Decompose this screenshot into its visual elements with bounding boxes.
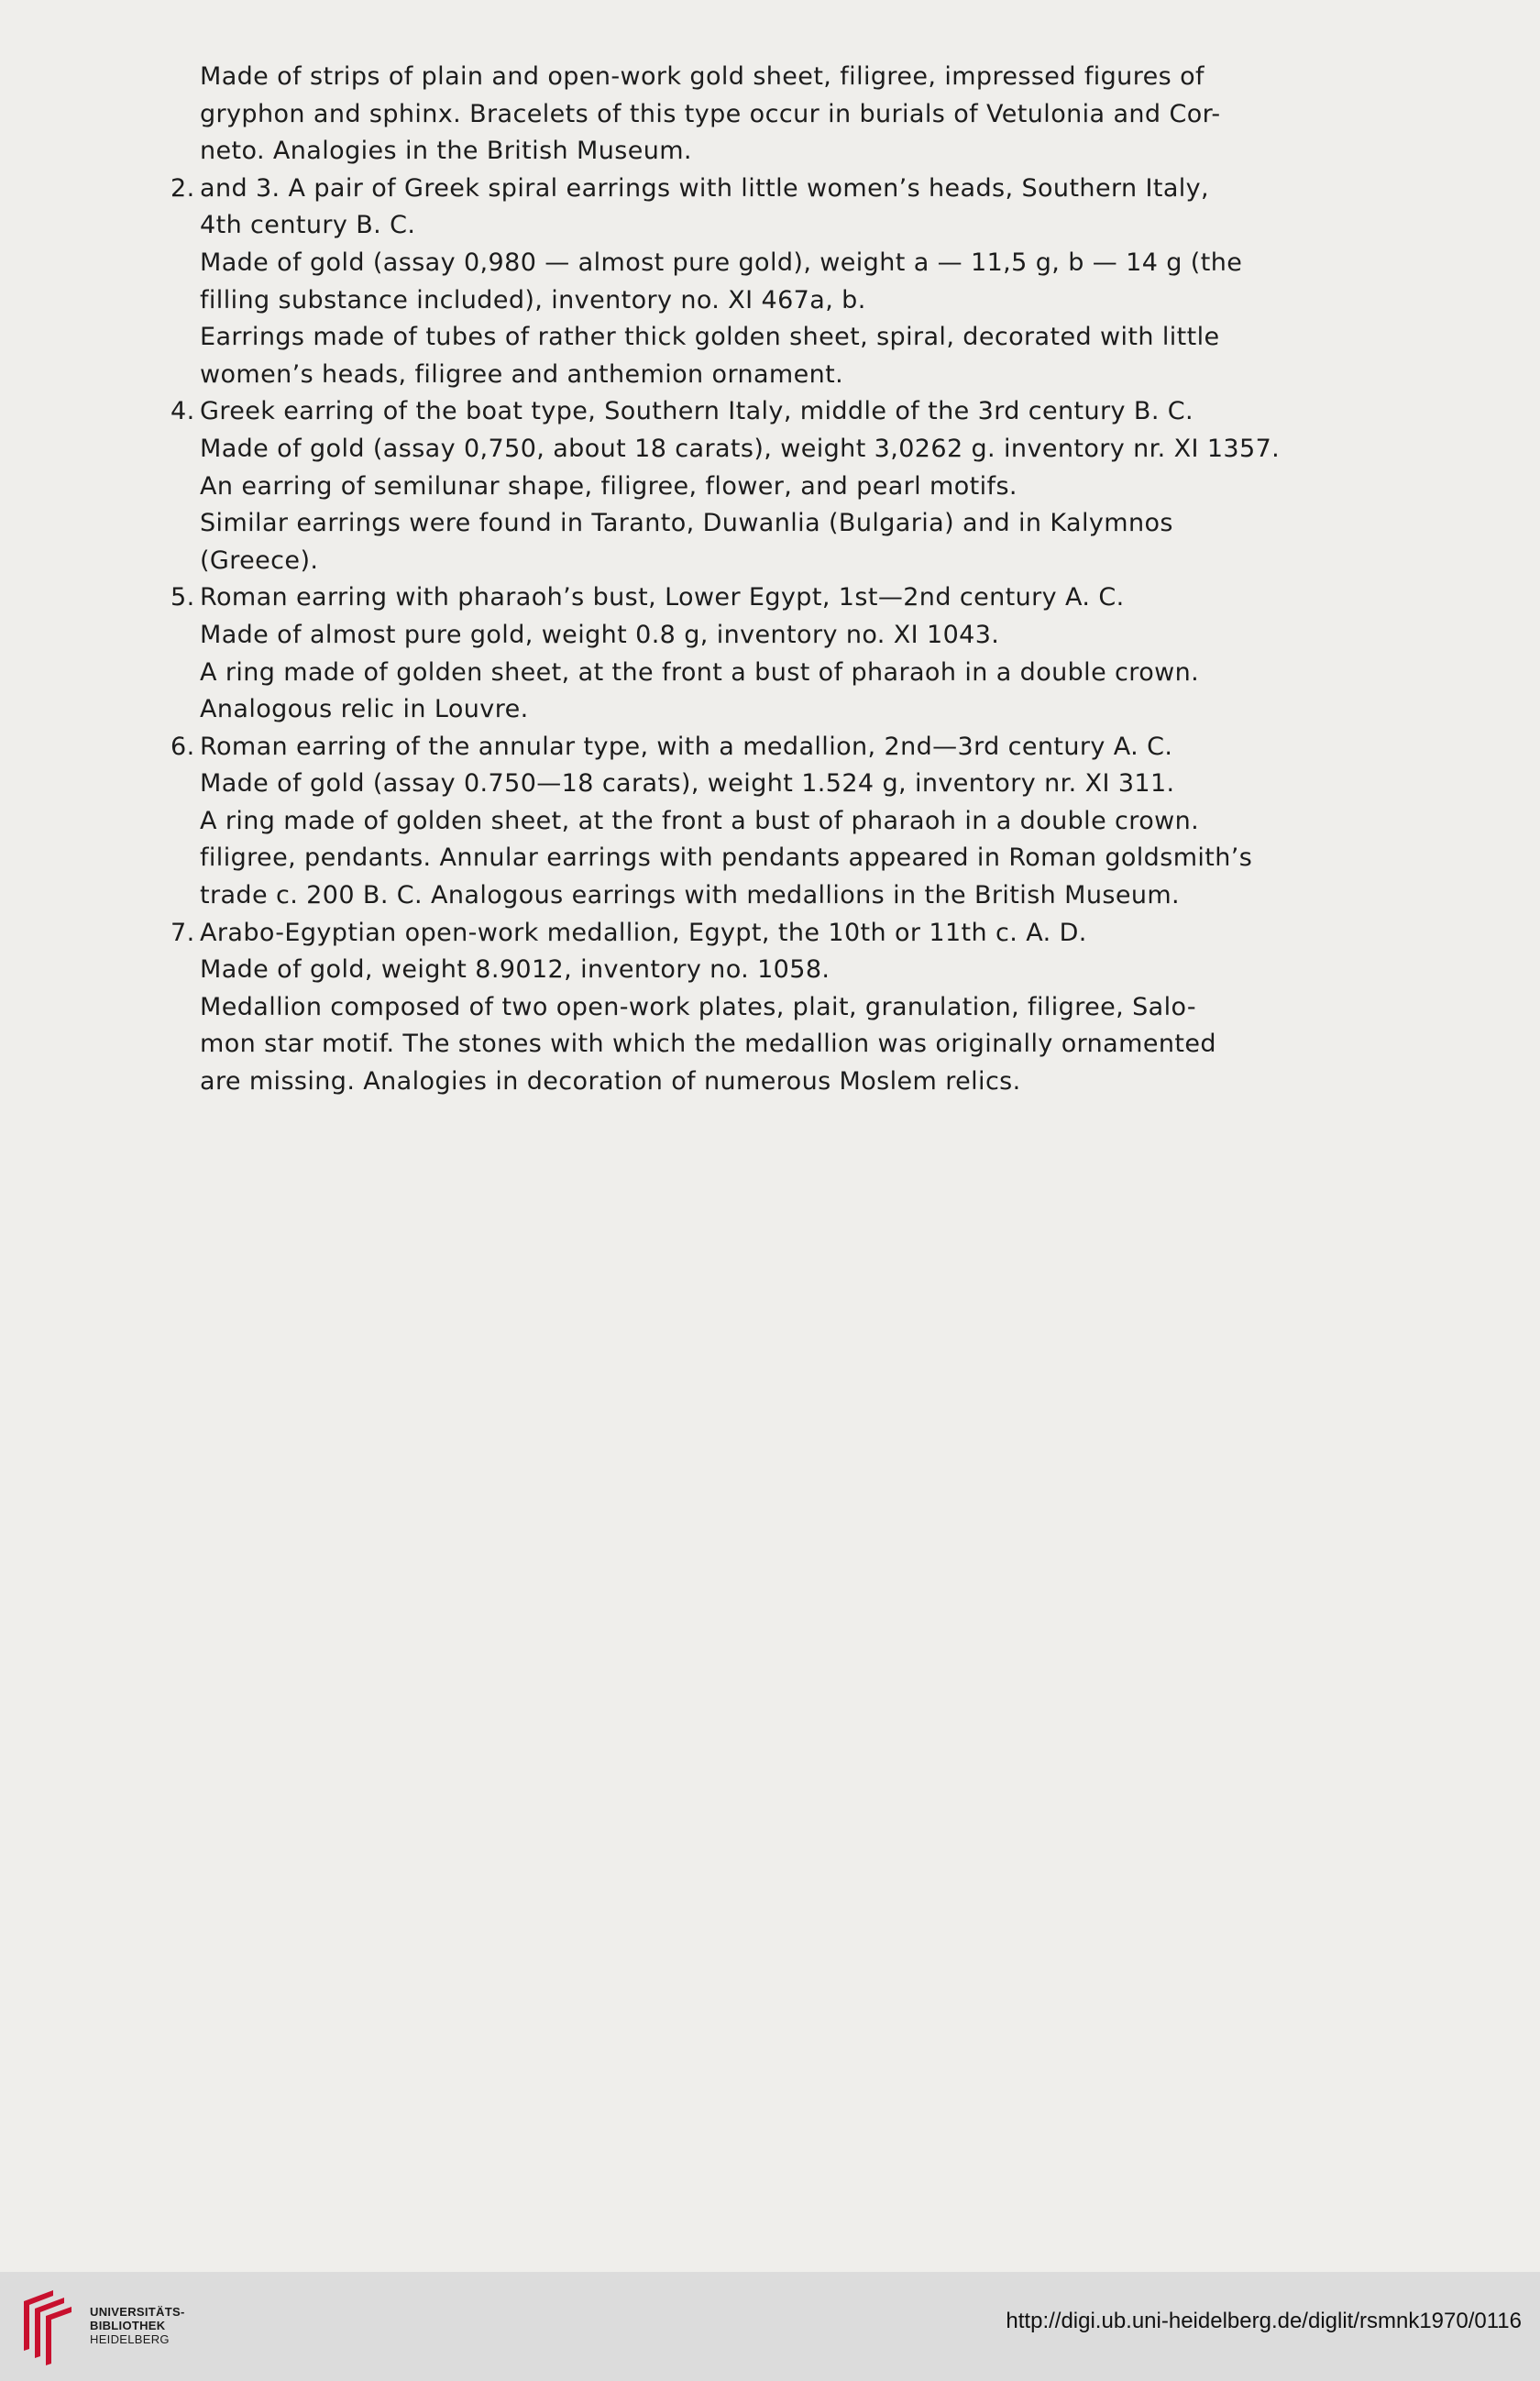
text-line: 7. Arabo-Egyptian open-work medallion, Egypt, the 10th or 11th c. A. D.	[200, 915, 1451, 953]
text-line: 2. and 3. A pair of Greek spiral earrings with little women’s heads, Southern Italy,	[200, 171, 1451, 208]
text-line: trade c. 200 B. C. Analogous earrings with medallions in the British Museum.	[200, 881, 1181, 910]
text-line: Similar earrings were found in Taranto, Duwanlia (Bulgaria) and in Kalymnos	[200, 509, 1173, 538]
text-line: Made of gold (assay 0,750, about 18 carats), weight 3,0262 g. inventory nr. XI 1357.	[200, 434, 1281, 463]
library-logo-icon	[16, 2285, 75, 2367]
catalogue-text	[170, 59, 1451, 1101]
text-line: Analogous relic in Louvre.	[200, 695, 529, 724]
item-number: 4.	[170, 397, 195, 426]
text-line: mon star motif. The stones with which the medallion was originally ornamented	[200, 1030, 1216, 1059]
item-number: 5.	[170, 583, 195, 612]
text-line: Medallion composed of two open-work plates, plait, granulation, filigree, Salo-	[200, 992, 1197, 1021]
text-line: neto. Analogies in the British Museum.	[200, 137, 692, 166]
library-name: UNIVERSITÄTS- BIBLIOTHEK HEIDELBERG	[90, 2305, 185, 2346]
text-line: 4th century B. C.	[200, 211, 416, 240]
text-line: gryphon and sphinx. Bracelets of this type occur in burials of Vetulonia and Cor-	[200, 99, 1221, 128]
text-line: (Greece).	[200, 546, 319, 575]
text-line: Made of almost pure gold, weight 0.8 g, inventory no. XI 1043.	[200, 620, 1000, 649]
text-line: Earrings made of tubes of rather thick golden sheet, spiral, decorated with little	[200, 323, 1220, 352]
footer-bar	[0, 2272, 1540, 2381]
text-line: are missing. Analogies in decoration of numerous Moslem relics.	[200, 1067, 1021, 1097]
item-number: 2.	[170, 173, 195, 203]
text-line: A ring made of golden sheet, at the front a bust of pharaoh in a double crown.	[200, 657, 1200, 687]
item-number: 7.	[170, 918, 195, 947]
text-line: 5. Roman earring with pharaoh’s bust, Lower Egypt, 1st—2nd century A. C.	[200, 579, 1451, 617]
item-number: 6.	[170, 732, 195, 761]
text-line: filigree, pendants. Annular earrings with pendants appeared in Roman goldsmith’s	[200, 843, 1253, 873]
text-line: Made of gold (assay 0.750—18 carats), weight 1.524 g, inventory nr. XI 311.	[200, 769, 1175, 799]
text-line: filling substance included), inventory no. XI 467a, b.	[200, 285, 866, 314]
text-line: Made of gold (assay 0,980 — almost pure gold), weight a — 11,5 g, b — 14 g (the	[200, 248, 1243, 277]
text-line: A ring made of golden sheet, at the front a bust of pharaoh in a double crown.	[200, 806, 1200, 835]
text-line: 6. Roman earring of the annular type, with a medallion, 2nd—3rd century A. C.	[200, 729, 1451, 766]
text-line: Made of gold, weight 8.9012, inventory no. 1058.	[200, 955, 830, 985]
text-line: 4. Greek earring of the boat type, Southern Italy, middle of the 3rd century B. C.	[200, 393, 1451, 431]
text-line: An earring of semilunar shape, filigree, flower, and pearl motifs.	[200, 471, 1018, 501]
source-url-link[interactable]: http://digi.ub.uni-heidelberg.de/diglit/rsmnk1970/0116	[1006, 2309, 1522, 2333]
text-line: Made of strips of plain and open-work gold sheet, filigree, impressed figures of	[200, 62, 1204, 91]
text-line: women’s heads, filigree and anthemion ornament.	[200, 359, 844, 389]
